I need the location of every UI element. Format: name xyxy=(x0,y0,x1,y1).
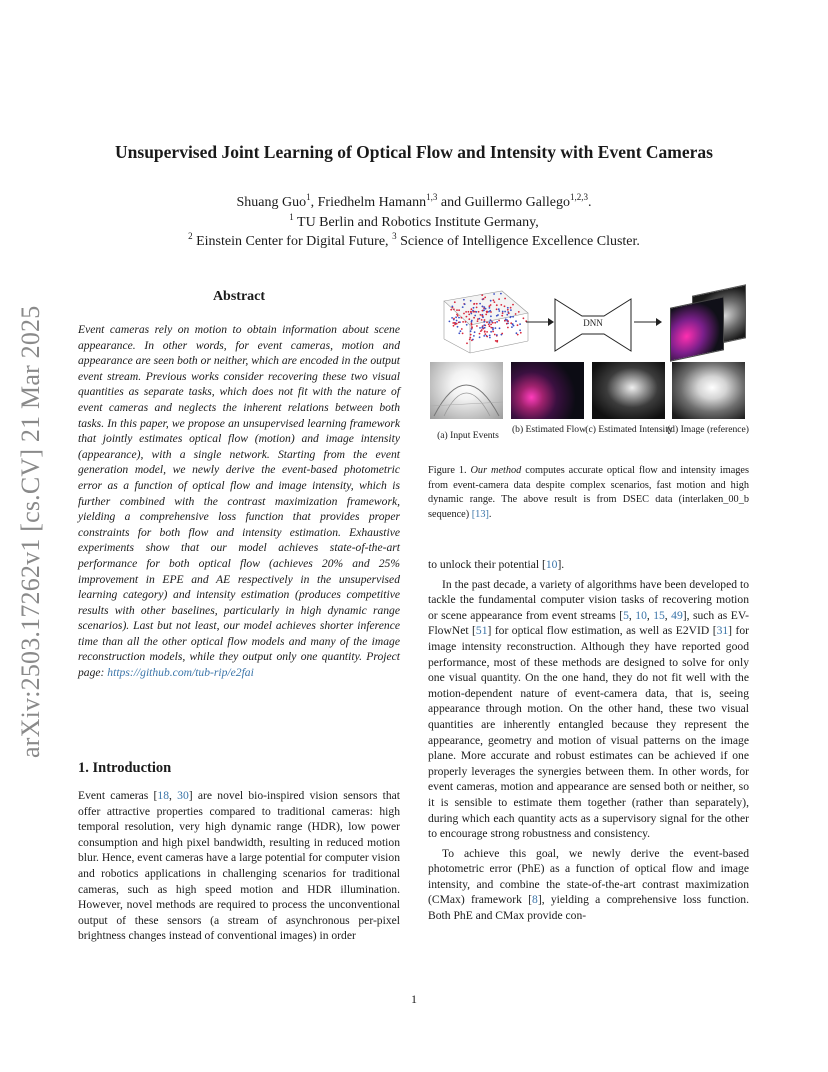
event-point xyxy=(471,327,473,329)
panel-estimated-flow xyxy=(511,362,584,419)
event-point xyxy=(489,325,491,327)
event-point xyxy=(498,308,500,310)
event-point xyxy=(501,333,503,335)
event-point xyxy=(490,315,492,317)
project-page-label: Project page: xyxy=(78,650,400,680)
event-point xyxy=(456,314,458,316)
event-point xyxy=(479,333,481,335)
event-point xyxy=(483,306,485,308)
event-point xyxy=(453,308,455,310)
event-point xyxy=(479,336,481,338)
event-point xyxy=(490,324,492,326)
author-list xyxy=(0,194,828,212)
event-point xyxy=(506,314,508,316)
event-point xyxy=(482,306,484,308)
paper-title: Unsupervised Joint Learning of Optical Flow and Intensity with Event Cameras xyxy=(115,142,713,162)
event-point xyxy=(454,322,456,324)
event-point xyxy=(463,299,465,301)
event-point xyxy=(519,329,521,331)
event-point xyxy=(470,311,472,313)
event-point xyxy=(484,297,486,299)
paragraph: to unlock their potential [10]. xyxy=(428,558,565,571)
event-point xyxy=(462,306,464,308)
panel-label: (b) Estimated Flow xyxy=(511,424,587,435)
event-point xyxy=(474,331,476,333)
citation-link[interactable]: 49 xyxy=(671,608,683,622)
event-point xyxy=(494,334,496,336)
event-point xyxy=(483,298,485,300)
event-point xyxy=(515,320,517,322)
event-point xyxy=(477,320,479,322)
event-point xyxy=(490,319,492,321)
event-point xyxy=(474,303,476,305)
affiliation-line xyxy=(0,214,828,232)
event-point xyxy=(504,311,506,313)
event-point xyxy=(496,321,498,323)
event-point xyxy=(499,327,501,329)
event-point xyxy=(458,332,460,334)
event-point xyxy=(463,313,465,315)
affiliation-text: TU Berlin and Robotics Institute Germany, xyxy=(293,215,539,230)
paragraph: In the past decade, a variety of algorithms have been developed to tackle the fundamental computer vision tasks of recovering motion or scene appearance from event streams [5, 10, 15, 49], such as EV-FlowNet [51] for optical flow estimation, as well as E2VID [31] for image intensity reconstruction. Although they have reported good performance, most of these methods are designed to solve for only one visual quantity. On the one hand, they do not fit well with the motion-dependent nature of event-camera data, that is, seeing appearance through motion. On the other hand, these two visual quantities are inherently entangled because they represent the appearance, geometry and motion of visual patterns on the image plane. More accurate and robust estimates can be achieved if one properly leverages the synergies between them. In other words, for event cameras, motion and appearance are sensed both or neither, so it is sensible to estimate them together (rather than separately), during which each quantity acts as a supervisory signal for the other to encourage strong robustness and consistency. xyxy=(428,577,750,841)
event-point xyxy=(449,321,451,323)
event-point xyxy=(456,323,458,325)
event-texture xyxy=(430,362,503,419)
event-point xyxy=(500,304,502,306)
event-point xyxy=(500,293,502,295)
citation-link[interactable]: 18 xyxy=(157,789,169,802)
event-point xyxy=(453,325,455,327)
event-point xyxy=(490,331,492,333)
citation-link[interactable]: 5 xyxy=(623,608,629,622)
affiliation-marker: 2 xyxy=(188,231,193,241)
event-point xyxy=(512,304,514,306)
event-point xyxy=(478,311,480,313)
citation-link[interactable]: 15 xyxy=(653,608,665,622)
event-point xyxy=(510,309,512,311)
event-point xyxy=(492,329,494,331)
panel-reference-image xyxy=(672,362,745,419)
event-cloud-plot xyxy=(432,287,532,359)
paragraph: To achieve this goal, we newly derive the event-based photometric error (PhE) as a function of optical flow and image intensity, and combine the state-of-the-art contrast maximization (CMax) framework [8], yielding a comprehensive loss function. Both PhE and CMax provide con- xyxy=(428,846,749,923)
event-point xyxy=(475,311,477,313)
event-point xyxy=(496,308,498,310)
citation-link[interactable]: 10 xyxy=(545,558,558,571)
event-point xyxy=(507,320,509,322)
separator: , xyxy=(310,195,318,210)
event-point xyxy=(485,314,487,316)
author-name: Shuang Guo xyxy=(236,195,307,210)
event-point xyxy=(498,298,500,300)
event-point xyxy=(496,304,498,306)
event-point xyxy=(477,318,479,320)
event-point xyxy=(482,310,484,312)
event-point xyxy=(486,311,488,313)
event-point xyxy=(483,324,485,326)
citation-link[interactable]: [13] xyxy=(471,508,489,520)
event-point xyxy=(520,332,522,334)
arrow-to-outputs xyxy=(634,317,662,327)
event-point xyxy=(473,307,475,309)
event-point xyxy=(471,320,473,322)
event-point xyxy=(516,332,518,334)
affiliation-marker: 3 xyxy=(392,231,397,241)
event-point xyxy=(489,337,491,339)
event-point xyxy=(469,339,471,341)
event-point xyxy=(450,309,452,311)
event-point xyxy=(469,337,471,339)
event-point xyxy=(507,327,509,329)
event-point xyxy=(492,331,494,333)
event-point xyxy=(494,322,496,324)
event-point xyxy=(506,323,508,325)
event-point xyxy=(466,324,468,326)
author-name: Guillermo Gallego xyxy=(464,195,570,210)
event-point xyxy=(502,311,504,313)
event-point xyxy=(454,301,456,303)
event-point xyxy=(453,318,455,320)
separator: and xyxy=(437,195,465,210)
event-point xyxy=(490,304,492,306)
event-point xyxy=(481,319,483,321)
event-point xyxy=(471,308,473,310)
affiliation-marker: 1,2,3 xyxy=(569,192,588,202)
event-point xyxy=(502,312,504,314)
panel-label: (d) Image (reference) xyxy=(666,424,749,435)
affiliation-marker: 1,3 xyxy=(426,192,438,202)
event-point xyxy=(515,313,517,315)
affiliation-marker: 1 xyxy=(289,212,294,222)
event-point xyxy=(466,342,468,344)
event-point xyxy=(493,299,495,301)
event-point xyxy=(498,320,500,322)
event-point xyxy=(504,298,506,300)
event-point xyxy=(512,316,514,318)
introduction-paragraph: Event cameras [18, 30] are novel bio-inspired vision sensors that offer attractive properties compared to traditional cameras: high temporal resolution, very high dynamic range (HDR), low power consumption and high pixel bandwidth, resulting in reduced motion blur. Hence, event cameras have a large potential for computer vision and robotics applications in challenging scenarios for traditional cameras, such as high speed motion and HDR illumination. However, novel methods are required to process the unconventional output of these sensors (a stream of asynchronous per-pixel brightness changes instead of conventional images) in order xyxy=(78,789,400,943)
event-point xyxy=(486,322,488,324)
event-point xyxy=(481,329,483,331)
citation-link[interactable]: 31 xyxy=(716,624,729,638)
event-point xyxy=(460,330,462,332)
event-point xyxy=(476,325,478,327)
event-point xyxy=(489,335,491,337)
event-point xyxy=(496,340,498,342)
abstract-heading: Abstract xyxy=(212,289,266,304)
event-point xyxy=(462,333,464,335)
event-point xyxy=(496,315,498,317)
event-point xyxy=(495,327,497,329)
event-point xyxy=(483,309,485,311)
event-point xyxy=(511,326,513,328)
event-point xyxy=(493,293,495,295)
event-point xyxy=(509,316,511,318)
author-name: Friedhelm Hamann xyxy=(317,195,427,210)
event-point xyxy=(484,331,486,333)
event-point xyxy=(468,311,470,313)
event-point xyxy=(510,307,512,309)
event-point xyxy=(481,294,483,296)
event-point xyxy=(456,309,458,311)
event-point xyxy=(470,313,472,315)
event-point xyxy=(481,315,483,317)
event-point xyxy=(489,321,491,323)
abstract-body xyxy=(78,322,400,681)
event-point xyxy=(476,307,478,309)
event-point xyxy=(484,319,486,321)
event-point xyxy=(498,310,500,312)
panel-label: (c) Estimated Intensity xyxy=(585,424,673,435)
event-point xyxy=(457,326,459,328)
project-page-link[interactable]: https://github.com/tub-rip/e2fai xyxy=(107,666,254,680)
event-point xyxy=(483,335,485,337)
event-point xyxy=(501,315,503,317)
event-point xyxy=(480,314,482,316)
event-point xyxy=(473,335,475,337)
affiliation-line xyxy=(0,233,828,251)
event-point xyxy=(461,317,463,319)
event-point xyxy=(504,305,506,307)
event-point xyxy=(462,321,464,323)
event-point xyxy=(518,311,520,313)
page-number: 1 xyxy=(411,992,417,1006)
figure-caption: Figure 1. Our method computes accurate optical flow and intensity images from event-camera data despite complex scenarios, fast motion and high dynamic range. The above result is from DSEC data (interlaken_00_b sequence) [13]. xyxy=(428,465,749,520)
event-point xyxy=(505,318,507,320)
abstract-text: Event cameras rely on motion to obtain information about scene appearance. In other words, for event cameras, motion and appearance are seen both or neither, which are encoded in the output event stream. Previous works consider recovering these two visual quantities as separate tasks, which does not fit with the nature of event cameras and neglects the inherent relations between both tasks. In this paper, we propose an unsupervised learning framework that jointly estimates optical flow (motion) and image intensity (appearance), with a single network. Starting from the event generation model, we newly derive the event-based photometric error as a function of optical flow and image intensity, which is further combined with the contrast maximization framework, yielding a comprehensive loss function that provides proper constraints for both flow and intensity estimation. Exhaustive experiments show that our model achieves state-of-the-art performance for both optical flow (achieves 20% and 25% improvement in EPE and AE respectively in the unsupervised learning category) and intensity estimation (produces competitive results with other baselines, particularly in high dynamic range scenarios). Last but not least, our model achieves shorter inference time than all the other optical flow models and many of the image reconstruction models, while they output only one quantity. xyxy=(78,323,400,664)
event-point xyxy=(470,330,472,332)
event-point xyxy=(484,333,486,335)
output-flow-frame xyxy=(670,296,724,361)
event-point xyxy=(468,318,470,320)
event-point xyxy=(458,309,460,311)
event-point xyxy=(455,316,457,318)
event-point xyxy=(465,311,467,313)
citation-link[interactable]: 30 xyxy=(177,789,189,802)
citation-link[interactable]: 51 xyxy=(475,624,488,638)
affiliation-text: Science of Intelligence Excellence Cluster. xyxy=(396,234,640,249)
event-point xyxy=(466,316,468,318)
arxiv-identifier: arXiv:2503.17262v1 [cs.CV] 21 Mar 2025 xyxy=(16,305,45,758)
event-point xyxy=(496,334,498,336)
affiliation-marker: 1 xyxy=(306,192,311,202)
event-point xyxy=(485,308,487,310)
event-point xyxy=(512,323,514,325)
event-point xyxy=(483,321,485,323)
event-point xyxy=(492,322,494,324)
event-point xyxy=(490,300,492,302)
event-point xyxy=(461,328,463,330)
citation-link[interactable]: 10 xyxy=(635,608,647,622)
event-point xyxy=(470,334,472,336)
event-point xyxy=(523,317,525,319)
event-point xyxy=(451,317,453,319)
event-point xyxy=(489,307,491,309)
affiliation-text: Einstein Center for Digital Future, xyxy=(192,234,393,249)
event-point xyxy=(472,339,474,341)
event-point xyxy=(476,303,478,305)
right-column-text xyxy=(428,557,749,928)
panel-label: (a) Input Events xyxy=(437,430,499,441)
panel-input-events xyxy=(430,362,503,419)
event-point xyxy=(486,331,488,333)
event-point xyxy=(517,334,519,336)
event-point xyxy=(507,307,509,309)
section-heading-introduction: 1. Introduction xyxy=(78,760,172,776)
event-point xyxy=(458,317,460,319)
separator: . xyxy=(587,195,592,210)
event-point xyxy=(507,309,509,311)
citation-link[interactable]: 8 xyxy=(532,893,538,907)
event-point xyxy=(456,320,458,322)
output-stack xyxy=(664,290,749,356)
event-point xyxy=(474,315,476,317)
event-point xyxy=(464,303,466,305)
event-point xyxy=(481,327,483,329)
dnn-label: DNN xyxy=(583,318,603,328)
event-point xyxy=(488,324,490,326)
event-point xyxy=(508,312,510,314)
event-point xyxy=(479,327,481,329)
event-point xyxy=(458,322,460,324)
event-point xyxy=(470,300,472,302)
event-point xyxy=(517,324,519,326)
event-point xyxy=(473,317,475,319)
panel-estimated-intensity xyxy=(592,362,665,419)
event-point xyxy=(451,306,453,308)
event-point xyxy=(465,321,467,323)
event-point xyxy=(486,336,488,338)
event-point xyxy=(471,324,473,326)
event-point xyxy=(479,303,481,305)
event-point xyxy=(489,310,491,312)
event-point xyxy=(494,301,496,303)
event-point xyxy=(472,310,474,312)
event-point xyxy=(519,323,521,325)
event-point xyxy=(468,314,470,316)
arrow-to-network xyxy=(526,317,554,327)
